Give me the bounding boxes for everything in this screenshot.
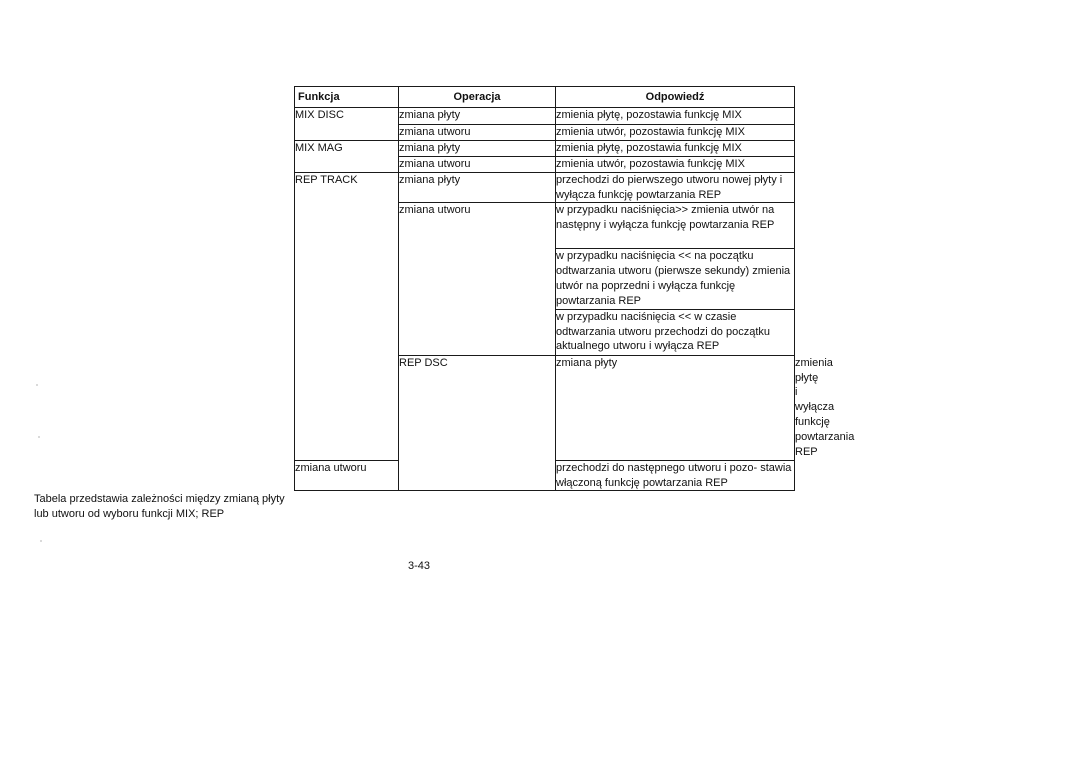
- operation-cell: zmiana płyty: [556, 355, 795, 460]
- scan-speck: [38, 436, 40, 438]
- response-cell: przechodzi do następnego utworu i pozo- stawia włączoną funkcję powtarzania REP: [556, 460, 795, 491]
- response-cell: w przypadku naciśnięcia>> zmienia utwór na następny i wyłącza funkcję powtarzania REP: [556, 203, 795, 249]
- table-row: [295, 172, 795, 203]
- scan-speck: [36, 384, 38, 386]
- operation-cell: zmiana utworu: [399, 125, 556, 141]
- operation-cell: zmiana utworu: [399, 156, 556, 172]
- operation-cell: zmiana utworu: [295, 460, 399, 491]
- table-row: [295, 108, 795, 125]
- header-function: Funkcja: [295, 87, 399, 108]
- table-header-row: [295, 87, 795, 108]
- table-row: [295, 140, 795, 156]
- scan-speck: [40, 540, 42, 542]
- function-cell-rep-dsc: REP DSC: [399, 355, 556, 491]
- operation-cell: zmiana płyty: [399, 140, 556, 156]
- function-cell-mix-mag: MIX MAG: [295, 140, 399, 172]
- table-caption: Tabela przedstawia zależności między zmianą płyty lub utworu od wyboru funkcji MIX; REP: [34, 493, 285, 521]
- operation-cell: zmiana płyty: [399, 172, 556, 203]
- response-cell: zmienia płytę, pozostawia funkcję MIX: [556, 140, 795, 156]
- function-cell-mix-disc: MIX DISC: [295, 108, 399, 141]
- function-response-table: [294, 86, 855, 491]
- response-cell: zmienia utwór, pozostawia funkcję MIX: [556, 156, 795, 172]
- response-cell: zmienia płytę, pozostawia funkcję MIX: [556, 108, 795, 125]
- operation-cell: zmiana utworu: [399, 203, 556, 355]
- response-cell: przechodzi do pierwszego utworu nowej płyty i wyłącza funkcję powtarzania REP: [556, 172, 795, 203]
- header-response: Odpowiedź: [556, 87, 795, 108]
- response-cell: w przypadku naciśnięcia << w czasie odtwarzania utworu przechodzi do początku aktualnego utworu i wyłącza REP: [556, 309, 795, 355]
- operation-cell: zmiana płyty: [399, 108, 556, 125]
- header-operation: Operacja: [399, 87, 556, 108]
- page-number: 3-43: [408, 560, 431, 572]
- response-cell: zmienia utwór, pozostawia funkcję MIX: [556, 125, 795, 141]
- table-row: REP DSC zmiana płyty zmienia płytę i wyłącza funkcję powtarzania REP: [295, 355, 795, 460]
- response-cell: w przypadku naciśnięcia << na początku odtwarzania utworu (pierwsze sekundy) zmienia utwór na poprzedni i wyłącza funkcję powtarzania REP: [556, 249, 795, 309]
- function-cell-rep-track: REP TRACK: [295, 172, 399, 460]
